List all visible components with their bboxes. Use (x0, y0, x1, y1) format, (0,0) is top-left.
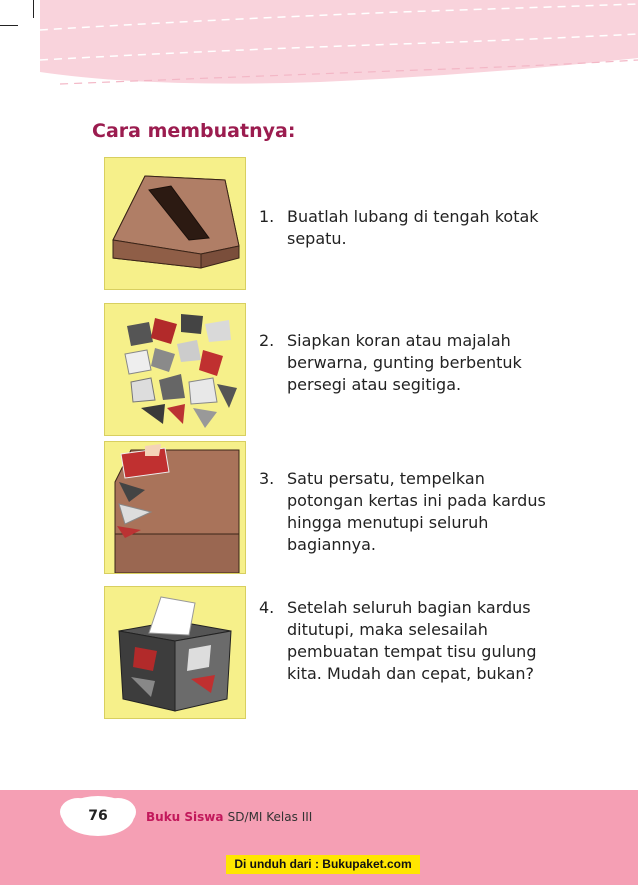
step-description: Buatlah lubang di tengah kotak sepatu. (287, 207, 539, 248)
top-decorative-band (0, 0, 638, 100)
step-4-text (259, 597, 549, 685)
step-description: Setelah seluruh bagian kardus ditutupi, maka selesailah pembuatan tempat tisu gulung kita. Mudah dan cepat, bukan? (287, 598, 537, 683)
step-description: Satu persatu, tempelkan potongan kertas ini pada kardus hingga menutupi seluruh bagiannya. (287, 469, 546, 554)
book-title (146, 810, 312, 824)
book-title-sub: SD/MI Kelas III (227, 810, 313, 824)
step-number: 3. (259, 469, 275, 488)
step-number: 2. (259, 331, 275, 350)
step-4-image (104, 586, 246, 719)
download-source-label: Di unduh dari : Bukupaket.com (226, 855, 420, 874)
step-description: Siapkan koran atau majalah berwarna, gunting berbentuk persegi atau segitiga. (287, 331, 522, 394)
step-number: 1. (259, 207, 275, 226)
step-3-text (259, 468, 549, 556)
step-number: 4. (259, 598, 275, 617)
step-3-image (104, 441, 246, 574)
book-title-main: Buku Siswa (146, 810, 224, 824)
step-2-text (259, 330, 549, 396)
section-title: Cara membuatnya: (92, 120, 296, 142)
step-1-image (104, 157, 246, 290)
page-number: 76 (88, 808, 108, 824)
step-1-text (259, 206, 549, 250)
step-2-image (104, 303, 246, 436)
